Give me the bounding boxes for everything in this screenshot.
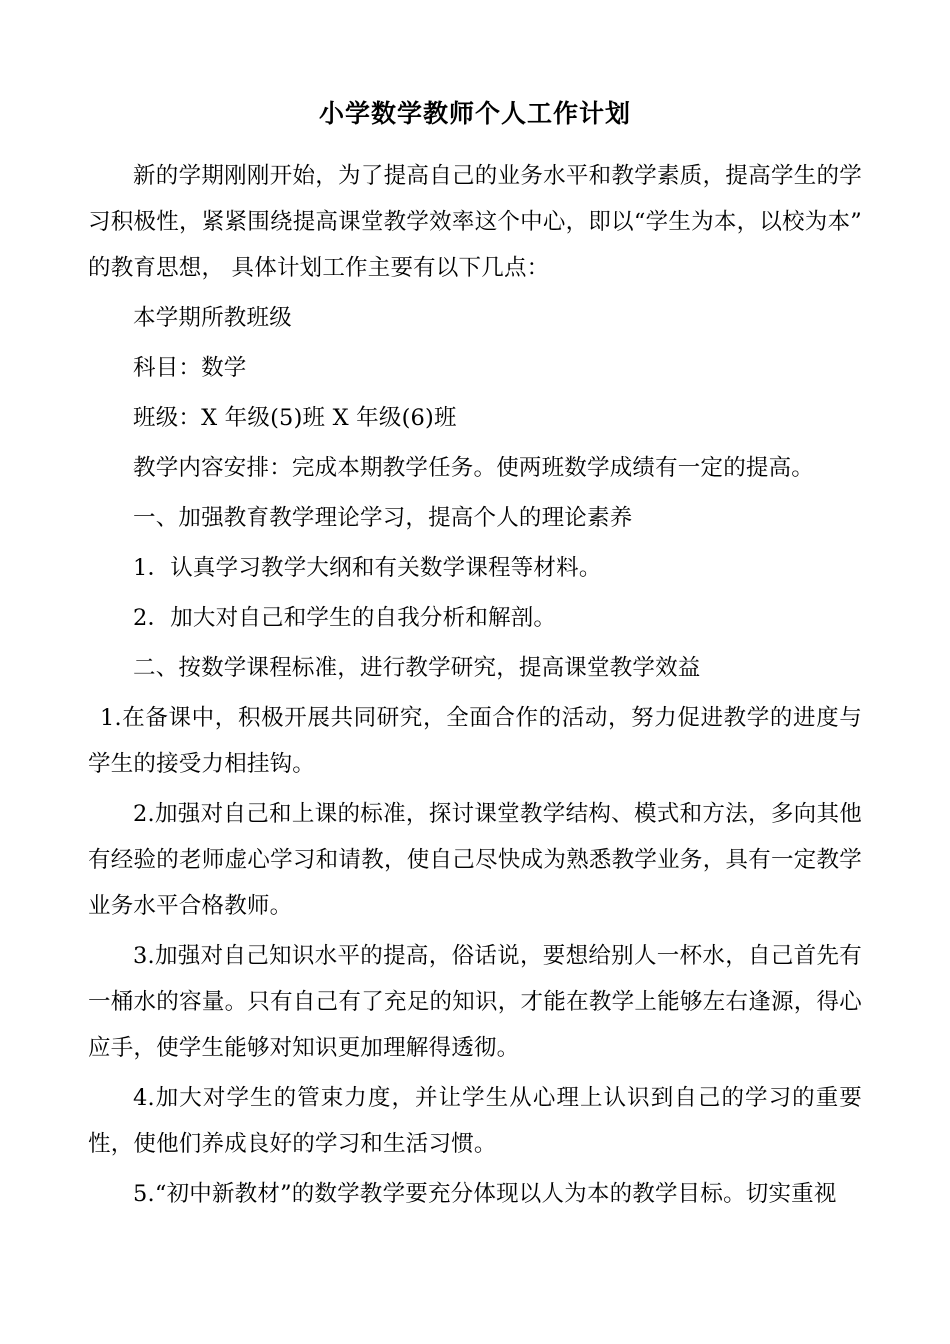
paragraph-content-arrangement: 教学内容安排：完成本期教学任务。使两班数学成绩有一定的提高。 [133,455,815,481]
document-body [88,153,862,1217]
paragraph-class-list: 班级：X 年级(5)班 X 年级(6)班 [133,405,457,431]
paragraph-intro: 新的学期刚刚开始，为了提高自己的业务水平和教学素质，提高学生的学习积极性，紧紧围绕提高课堂教学效率这个中心，即以“学生为本，以校为本”的教育思想， 具体计划工作主要有以下几点： [88,163,862,281]
paragraph-item-2-2: 2.加强对自己和上课的标准，探讨课堂教学结构、模式和方法，多向其他有经验的老师虚心学习和请教，使自己尽快成为熟悉教学业务，具有一定教学业务水平合格教师。 [88,801,862,919]
paragraph-item-1-2: 2．加大对自己和学生的自我分析和解剖。 [133,605,557,631]
paragraph-item-2-5: 5.“初中新教材”的数学教学要充分体现以人为本的教学目标。切实重视 [133,1181,837,1207]
paragraph-item-2-4: 4.加大对学生的管束力度，并让学生从心理上认识到自己的学习的重要性，使他们养成良好的学习和生活习惯。 [88,1085,862,1157]
paragraph-section-two: 二、按数学课程标准，进行教学研究，提高课堂教学效益 [133,655,701,681]
paragraph-item-2-1: 1.在备课中，积极开展共同研究，全面合作的活动，努力促进教学的进度与学生的接受力相挂钩。 [88,705,862,777]
paragraph-item-2-3: 3.加强对自己知识水平的提高，俗话说，要想给别人一杯水，自己首先有一桶水的容量。只有自己有了充足的知识，才能在教学上能够左右逢源，得心应手，使学生能够对知识更加理解得透彻。 [88,943,862,1061]
page-title: 小学数学教师个人工作计划 [318,99,631,128]
paragraph-classes-heading: 本学期所教班级 [133,305,292,331]
paragraph-subject: 科目：数学 [133,355,247,381]
paragraph-section-one: 一、加强教育教学理论学习，提高个人的理论素养 [133,505,633,531]
paragraph-item-1-1: 1．认真学习教学大纲和有关数学课程等材料。 [133,555,602,581]
